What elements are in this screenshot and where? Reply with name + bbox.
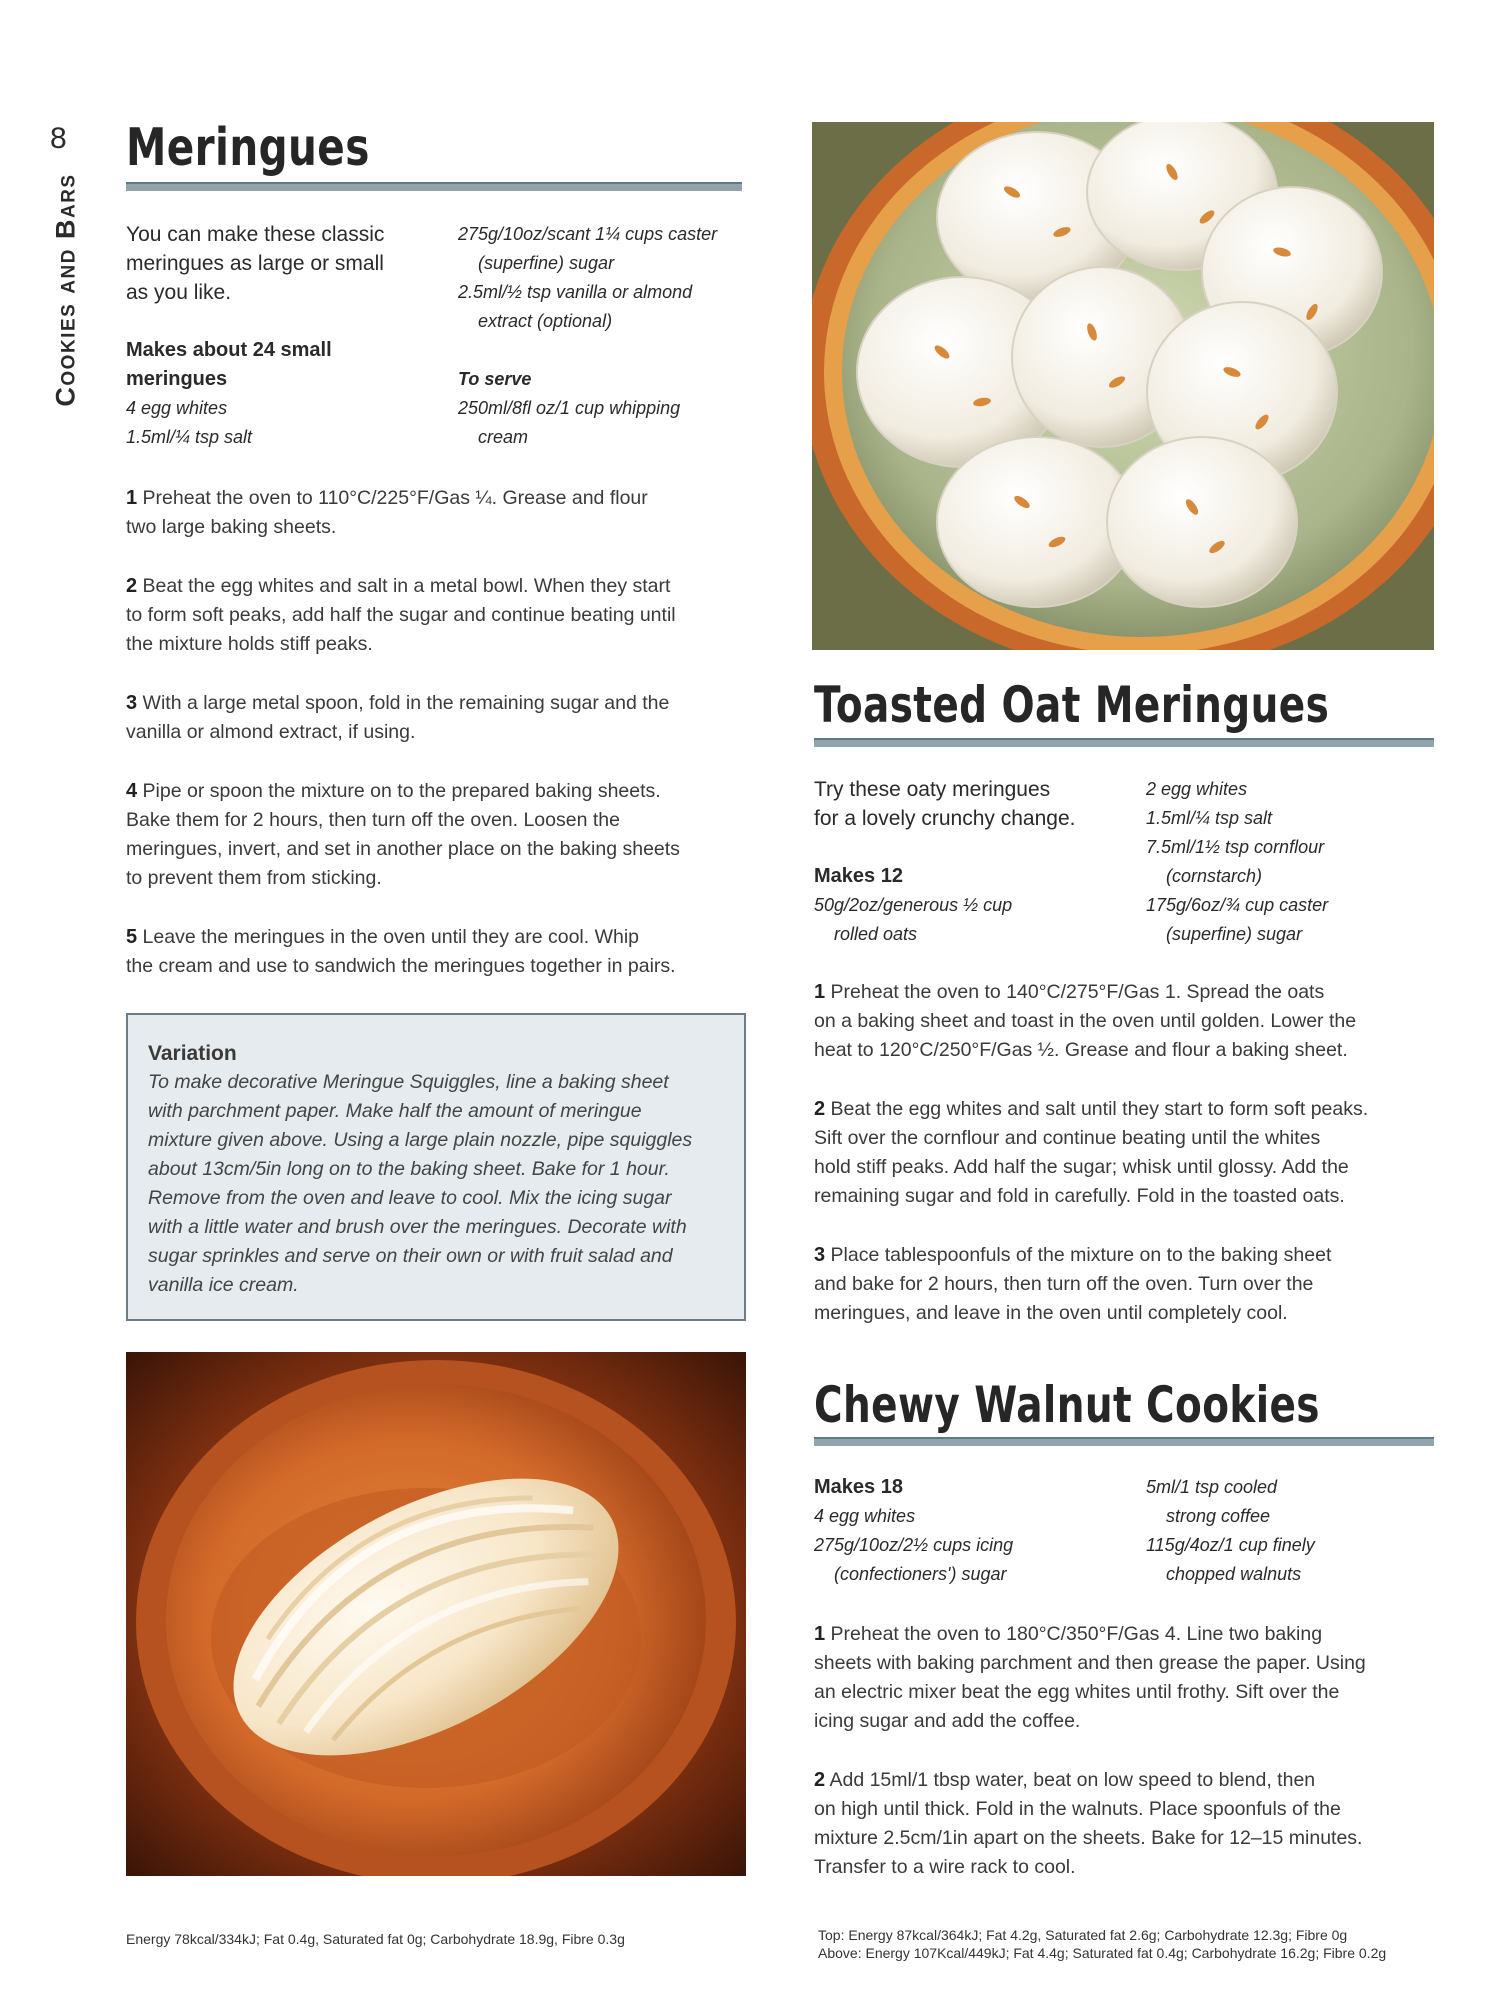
step-line: on high until thick. Fold in the walnuts. Place spoonfuls of the <box>814 1798 1341 1820</box>
meringues-ingredient: (superfine) sugar <box>478 253 615 273</box>
chewy-walnut-ingredient: strong coffee <box>1166 1506 1271 1526</box>
chewy-walnut-ingredient: 115g/4oz/1 cup finely <box>1146 1535 1315 1555</box>
method-step <box>126 572 756 659</box>
chewy-walnut-title-rule <box>814 1437 1434 1446</box>
chewy-walnut-title: Chewy Walnut Cookies <box>814 1376 1320 1434</box>
step-line: Transfer to a wire rack to cool. <box>814 1856 1076 1878</box>
method-step <box>126 689 756 747</box>
meringues-ingredient: cream <box>478 427 529 447</box>
to-serve-label: To serve <box>458 369 532 389</box>
step-line: the mixture holds stiff peaks. <box>126 633 373 655</box>
step-number: 1 <box>126 487 138 509</box>
variation-line: with parchment paper. Make half the amount of meringue <box>148 1100 642 1122</box>
step-line: Preheat the oven to 110°C/225°F/Gas ¼. Grease and flour <box>142 487 648 509</box>
meringues-nutrition: Energy 78kcal/334kJ; Fat 0.4g, Saturated fat 0g; Carbohydrate 18.9g, Fibre 0.3g <box>126 1931 625 1947</box>
toasted-oat-ingredient: 2 egg whites <box>1146 779 1248 799</box>
chewy-walnut-ingredient: 275g/10oz/2½ cups icing <box>814 1535 1014 1555</box>
toasted-oat-intro-line: Try these oaty meringues <box>814 778 1051 801</box>
method-step <box>814 1241 1444 1328</box>
method-step <box>126 923 756 981</box>
toasted-oat-ingredient: 175g/6oz/¾ cup caster <box>1146 895 1329 915</box>
toasted-oat-ingredient: (cornstarch) <box>1166 866 1263 886</box>
step-line: heat to 120°C/250°F/Gas ½. Grease and flour a baking sheet. <box>814 1039 1348 1061</box>
variation-text <box>148 1068 724 1300</box>
step-line: the cream and use to sandwich the meringues together in pairs. <box>126 955 676 977</box>
step-line: With a large metal spoon, fold in the remaining sugar and the <box>142 692 670 714</box>
step-line: icing sugar and add the coffee. <box>814 1710 1081 1732</box>
step-line: an electric mixer beat the egg whites until frothy. Sift over the <box>814 1681 1340 1703</box>
toasted-oat-intro-block <box>814 775 1134 949</box>
chewy-walnut-ingredient: 4 egg whites <box>814 1506 916 1526</box>
toasted-oat-makes: Makes 12 <box>814 865 903 887</box>
meringues-title-rule <box>126 182 742 191</box>
oat-meringues-illustration <box>812 122 1434 650</box>
meringues-intro-line: as you like. <box>126 281 232 304</box>
chewy-walnut-ingredient: chopped walnuts <box>1166 1564 1302 1584</box>
step-number: 4 <box>126 780 138 802</box>
meringues-method <box>126 484 756 981</box>
meringues-ingredient: 250ml/8fl oz/1 cup whipping <box>458 398 681 418</box>
nutrition-line: Top: Energy 87kcal/364kJ; Fat 4.2g, Saturated fat 2.6g; Carbohydrate 12.3g; Fibre 0g <box>818 1927 1348 1943</box>
chewy-walnut-ingredient: (confectioners') sugar <box>834 1564 1007 1584</box>
step-line: meringues, and leave in the oven until completely cool. <box>814 1302 1288 1324</box>
method-step <box>814 1766 1444 1882</box>
step-line: Beat the egg whites and salt in a metal bowl. When they start <box>142 575 671 597</box>
toasted-oat-intro-line: for a lovely crunchy change. <box>814 807 1076 830</box>
toasted-oat-ingredient: (superfine) sugar <box>1166 924 1303 944</box>
step-line: hold stiff peaks. Add half the sugar; whisk until glossy. Add the <box>814 1156 1349 1178</box>
meringues-ingredient: 1.5ml/¼ tsp salt <box>126 427 253 447</box>
meringues-intro-line: meringues as large or small <box>126 252 384 275</box>
step-line: remaining sugar and fold in carefully. Fold in the toasted oats. <box>814 1185 1345 1207</box>
variation-line: mixture given above. Using a large plain nozzle, pipe squiggles <box>148 1129 693 1151</box>
step-line: Add 15ml/1 tbsp water, beat on low speed to blend, then <box>829 1769 1316 1791</box>
step-number: 5 <box>126 926 138 948</box>
method-step <box>126 484 756 542</box>
step-line: to form soft peaks, add half the sugar and continue beating until <box>126 604 676 626</box>
step-line: mixture 2.5cm/1in apart on the sheets. Bake for 12–15 minutes. <box>814 1827 1363 1849</box>
step-line: on a baking sheet and toast in the oven until golden. Lower the <box>814 1010 1357 1032</box>
step-line: Place tablespoonfuls of the mixture on to the baking sheet <box>830 1244 1332 1266</box>
chewy-walnut-ingredient: 5ml/1 tsp cooled <box>1146 1477 1278 1497</box>
meringues-ingredient: 2.5ml/½ tsp vanilla or almond <box>458 282 693 302</box>
step-line: meringues, invert, and set in another place on the baking sheets <box>126 838 680 860</box>
meringues-title: Meringues <box>126 118 370 178</box>
step-line: Pipe or spoon the mixture on to the prepared baking sheets. <box>142 780 661 802</box>
variation-line: about 13cm/5in long on to the baking sheet. Bake for 1 hour. <box>148 1158 670 1180</box>
step-line: two large baking sheets. <box>126 516 337 538</box>
meringues-ingredient: 4 egg whites <box>126 398 228 418</box>
variation-title: Variation <box>148 1042 237 1065</box>
step-number: 1 <box>814 981 826 1003</box>
step-line: Sift over the cornflour and continue beating until the whites <box>814 1127 1321 1149</box>
meringue-plate-illustration <box>126 1352 746 1876</box>
step-number: 2 <box>814 1769 826 1791</box>
step-line: Bake them for 2 hours, then turn off the oven. Loosen the <box>126 809 620 831</box>
meringues-ingredients-right <box>458 220 758 452</box>
nutrition-line: Above: Energy 107Kcal/449kJ; Fat 4.4g; Saturated fat 0.4g; Carbohydrate 16.2g; Fibre 0.2g <box>818 1945 1387 1961</box>
meringues-makes: Makes about 24 small <box>126 339 332 361</box>
meringues-makes: meringues <box>126 368 228 390</box>
meringues-intro-line: You can make these classic <box>126 223 385 246</box>
step-line: and bake for 2 hours, then turn off the oven. Turn over the <box>814 1273 1314 1295</box>
toasted-oat-ingredient: 50g/2oz/generous ½ cup <box>814 895 1013 915</box>
page-number: 8 <box>50 122 67 155</box>
variation-line: with a little water and brush over the meringues. Decorate with <box>148 1216 687 1238</box>
toasted-oat-ingredient: rolled oats <box>834 924 918 944</box>
variation-line: sugar sprinkles and serve on their own or with fruit salad and <box>148 1245 673 1267</box>
step-line: Preheat the oven to 140°C/275°F/Gas 1. Spread the oats <box>830 981 1325 1003</box>
step-line: to prevent them from sticking. <box>126 867 382 889</box>
variation-line: Remove from the oven and leave to cool. Mix the icing sugar <box>148 1187 672 1209</box>
step-line: vanilla or almond extract, if using. <box>126 721 416 743</box>
toasted-oat-method <box>814 978 1444 1328</box>
variation-line: To make decorative Meringue Squiggles, line a baking sheet <box>148 1071 669 1093</box>
meringues-intro-block <box>126 220 426 452</box>
step-line: sheets with baking parchment and then grease the paper. Using <box>814 1652 1366 1674</box>
variation-box <box>126 1013 746 1321</box>
method-step <box>126 777 756 893</box>
toasted-oat-ingredient: 7.5ml/1½ tsp cornflour <box>1146 837 1325 857</box>
step-number: 2 <box>126 575 138 597</box>
step-number: 2 <box>814 1098 826 1120</box>
oat-meringues-photo <box>812 122 1434 650</box>
step-line: Beat the egg whites and salt until they start to form soft peaks. <box>830 1098 1369 1120</box>
toasted-oat-title: Toasted Oat Meringues <box>814 676 1330 734</box>
meringue-plate-photo <box>126 1352 746 1876</box>
toasted-oat-ingredient: 1.5ml/¼ tsp salt <box>1146 808 1273 828</box>
section-label: Cookies and Bars <box>50 173 81 407</box>
meringues-ingredient: extract (optional) <box>478 311 613 331</box>
toasted-oat-title-rule <box>814 738 1434 747</box>
step-number: 1 <box>814 1623 826 1645</box>
chewy-walnut-method <box>814 1620 1444 1882</box>
chewy-walnut-nutrition <box>818 1926 1458 1962</box>
chewy-walnut-ingredients-left <box>814 1473 1134 1589</box>
toasted-oat-ingredients-right <box>1146 775 1436 949</box>
method-step <box>814 1620 1444 1736</box>
step-line: Leave the meringues in the oven until they are cool. Whip <box>142 926 640 948</box>
step-line: Preheat the oven to 180°C/350°F/Gas 4. Line two baking <box>830 1623 1323 1645</box>
method-step <box>814 978 1444 1065</box>
meringues-ingredient: 275g/10oz/scant 1¼ cups caster <box>458 224 718 244</box>
step-number: 3 <box>126 692 138 714</box>
chewy-walnut-makes: Makes 18 <box>814 1476 903 1498</box>
variation-line: vanilla ice cream. <box>148 1274 299 1296</box>
step-number: 3 <box>814 1244 826 1266</box>
method-step <box>814 1095 1444 1211</box>
chewy-walnut-ingredients-right <box>1146 1473 1436 1589</box>
